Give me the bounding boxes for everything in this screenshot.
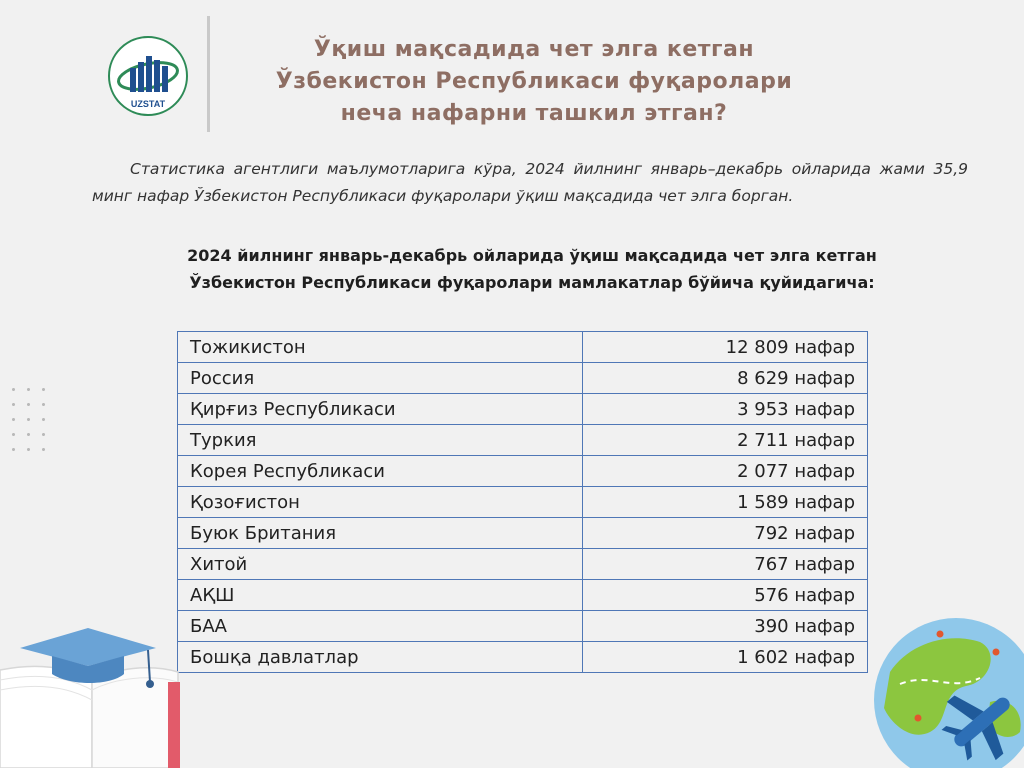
table-row	[178, 518, 868, 549]
country-cell: Корея Республикаси	[178, 456, 583, 487]
intro-paragraph: Статистика агентлиги маълумотларига кўра, 2024 йилнинг январь–декабрь ойларида жами 35,9 минг нафар Ўзбекистон Республикаси фуқаролари ўқиш мақсадида чет элга борган.	[92, 160, 968, 205]
country-cell: БАА	[178, 611, 583, 642]
table-row	[178, 549, 868, 580]
table-row	[178, 456, 868, 487]
country-cell: Бошқа давлатлар	[178, 642, 583, 673]
table-row	[178, 642, 868, 673]
country-cell: Хитой	[178, 549, 583, 580]
caption-line: 2024 йилнинг январь-декабрь ойларида ўқиш мақсадида чет элга кетган	[187, 246, 877, 265]
value-cell: 1 589 нафар	[583, 487, 868, 518]
country-cell: АҚШ	[178, 580, 583, 611]
value-cell: 12 809 нафар	[583, 332, 868, 363]
country-cell: Тожикистон	[178, 332, 583, 363]
logo-text: UZSTAT	[130, 99, 166, 109]
value-cell: 2 711 нафар	[583, 425, 868, 456]
countries-table	[177, 331, 868, 673]
graduation-book-illustration	[0, 622, 190, 768]
value-cell: 390 нафар	[583, 611, 868, 642]
globe-airplane-illustration	[870, 612, 1024, 768]
country-cell: Туркия	[178, 425, 583, 456]
table-row	[178, 394, 868, 425]
value-cell: 576 нафар	[583, 580, 868, 611]
country-cell: Қозоғистон	[178, 487, 583, 518]
value-cell: 8 629 нафар	[583, 363, 868, 394]
value-cell: 1 602 нафар	[583, 642, 868, 673]
title-line: Ўзбекистон Республикаси фуқаролари	[275, 69, 793, 94]
table-row	[178, 487, 868, 518]
value-cell: 767 нафар	[583, 549, 868, 580]
country-cell: Қирғиз Республикаси	[178, 394, 583, 425]
title-line: неча нафарни ташкил этган?	[340, 101, 728, 126]
graduation-cap-icon	[20, 628, 156, 666]
table-caption	[120, 242, 944, 296]
value-cell: 2 077 нафар	[583, 456, 868, 487]
country-cell: Буюк Британия	[178, 518, 583, 549]
table-row	[178, 611, 868, 642]
value-cell: 792 нафар	[583, 518, 868, 549]
decorative-dot-grid	[6, 382, 46, 462]
title-line: Ўқиш мақсадида чет элга кетган	[313, 37, 755, 62]
table-row	[178, 425, 868, 456]
page-title	[250, 34, 818, 130]
uzstat-logo	[108, 36, 188, 116]
value-cell: 3 953 нафар	[583, 394, 868, 425]
table-row	[178, 332, 868, 363]
table-row	[178, 363, 868, 394]
table-row	[178, 580, 868, 611]
caption-line: Ўзбекистон Республикаси фуқаролари мамлакатлар бўйича қуйидагича:	[189, 273, 875, 292]
header-divider	[207, 16, 210, 132]
country-cell: Россия	[178, 363, 583, 394]
